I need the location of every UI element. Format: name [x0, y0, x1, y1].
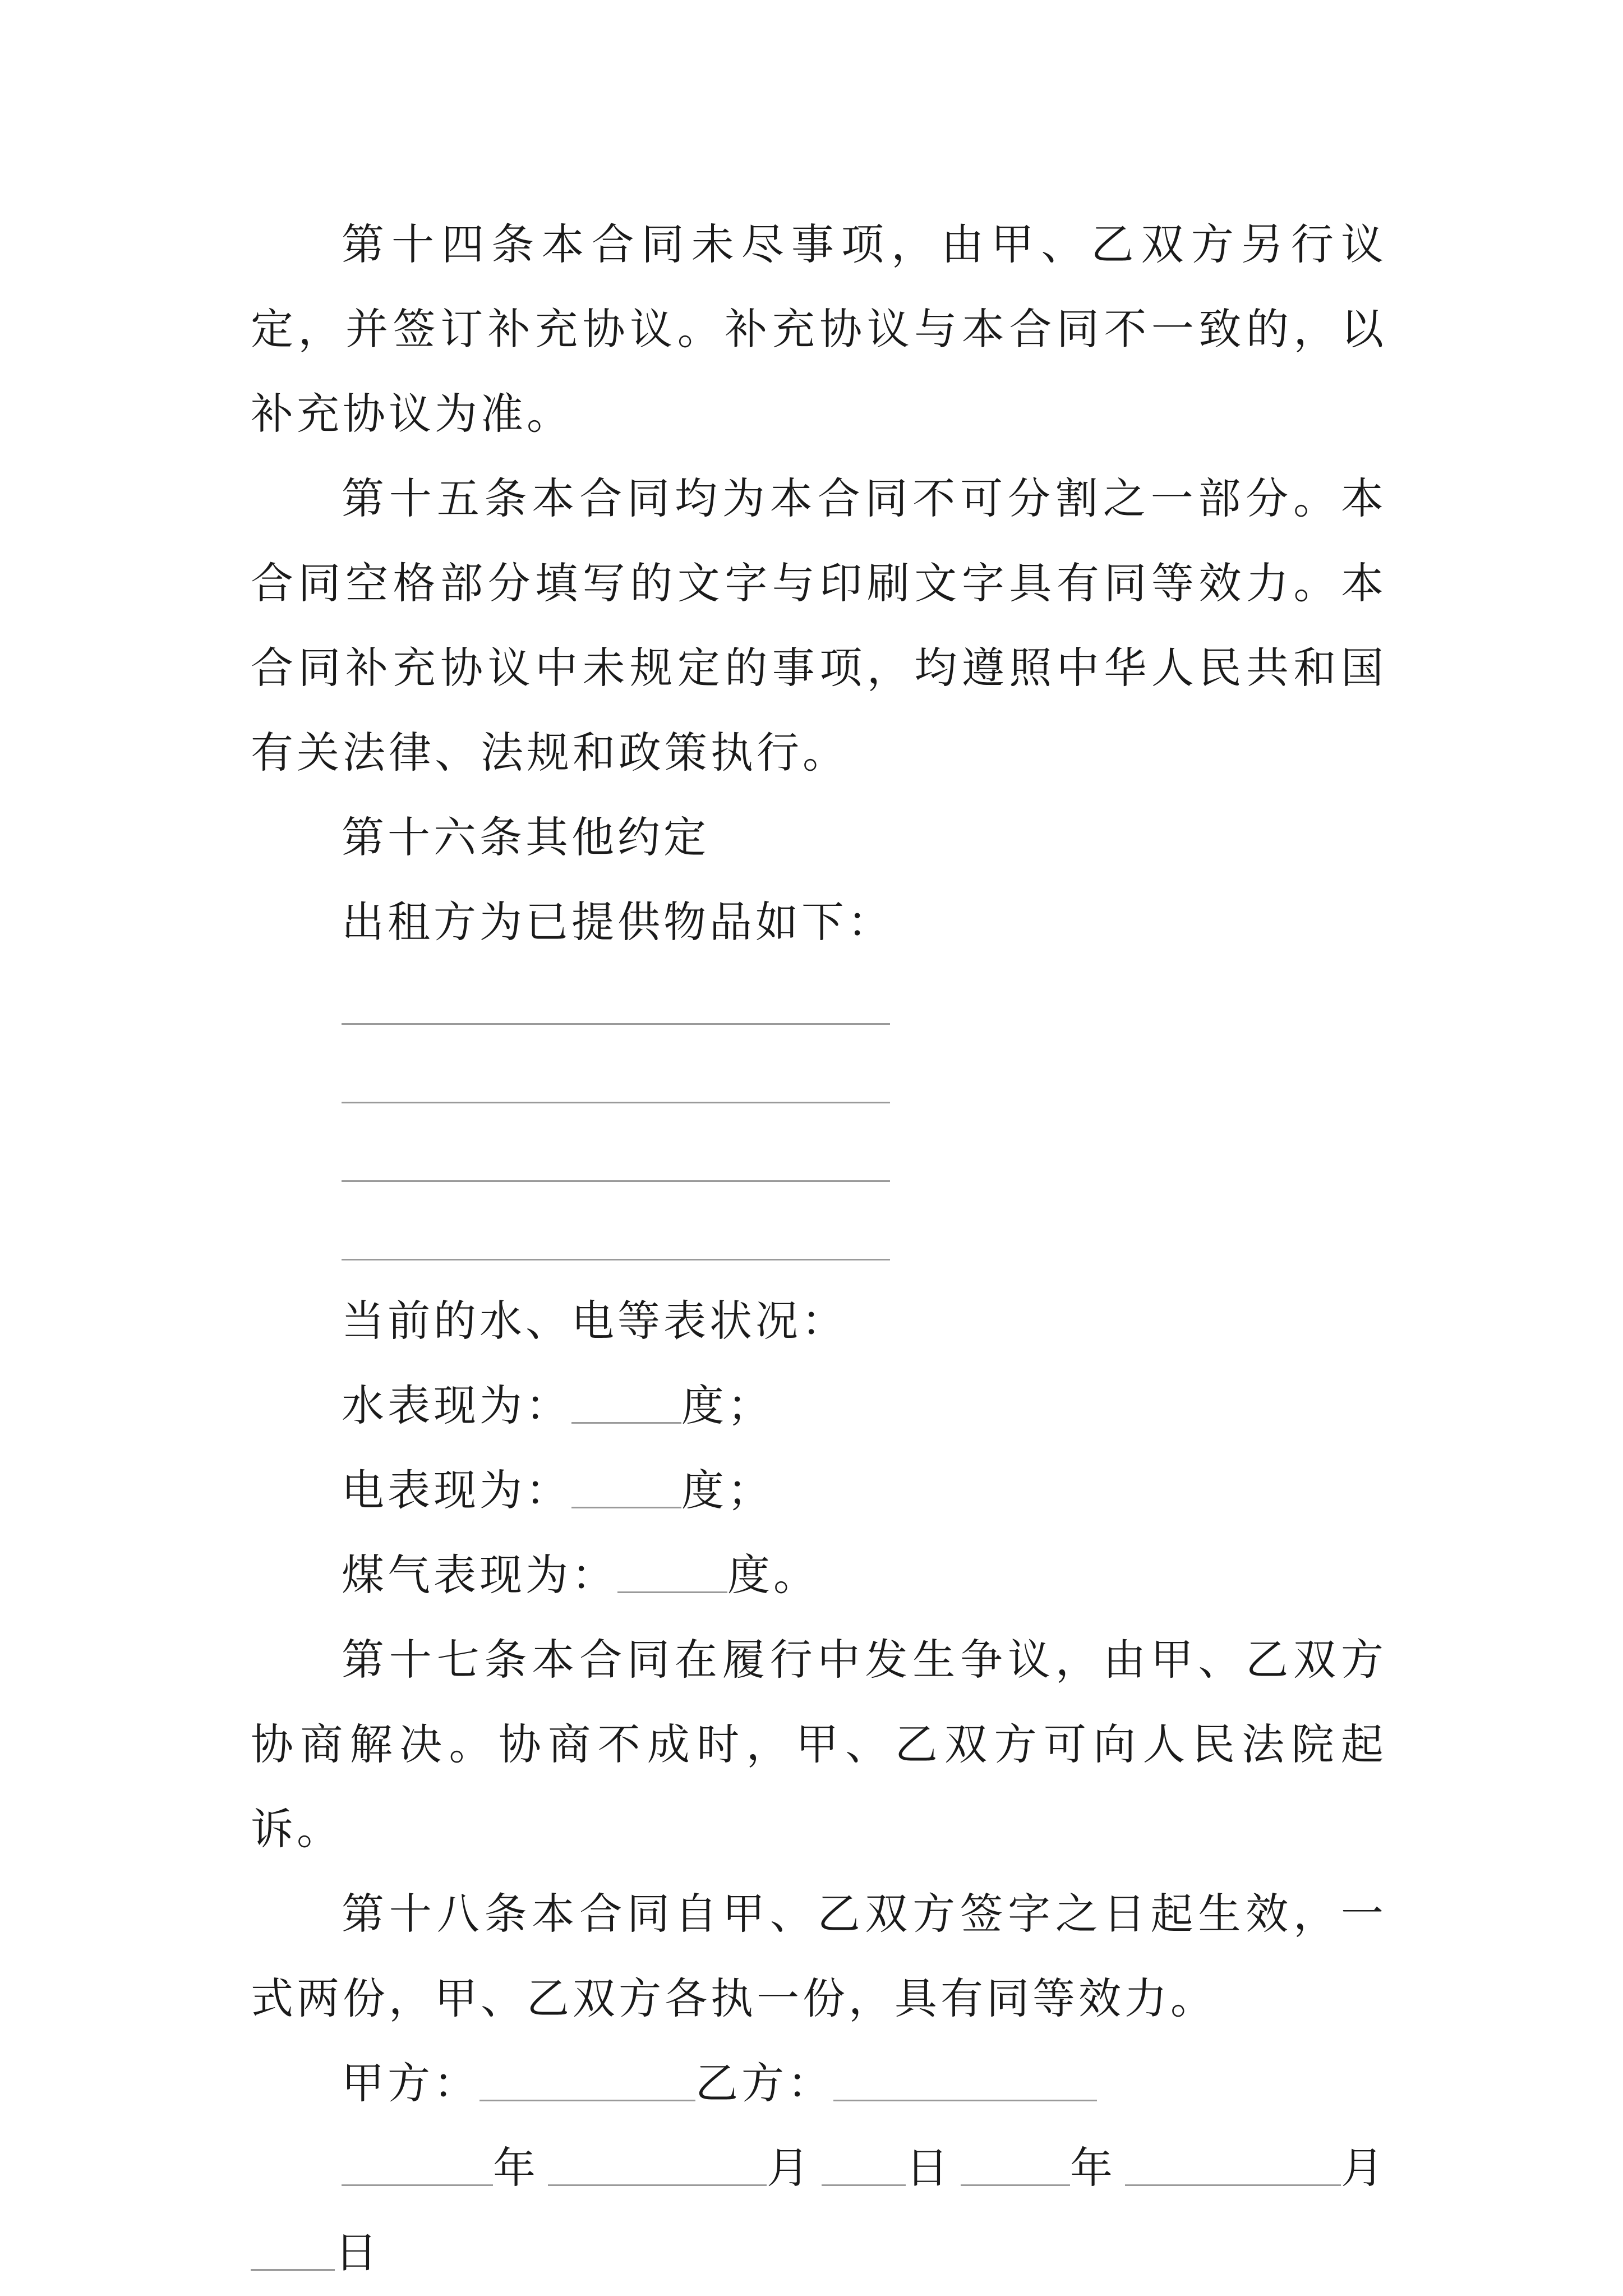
signature-dates: [251, 2125, 1387, 2295]
party-b-day-blank[interactable]: [251, 2235, 335, 2271]
party-a-month-blank[interactable]: [548, 2151, 767, 2186]
party-b-month-blank[interactable]: [1125, 2151, 1341, 2186]
item-blank-2[interactable]: [251, 1043, 1387, 1121]
clause-17: 第十七条本合同在履行中发生争议，由甲、乙双方协商解决。协商不成时，甲、乙双方可向人民法院起诉。: [251, 1635, 1387, 1854]
water-meter-unit: 度；: [681, 1381, 773, 1430]
electric-meter-blank[interactable]: [571, 1473, 681, 1508]
water-meter-line: [251, 1363, 1387, 1448]
party-a-month-label: 月: [767, 2143, 813, 2193]
party-b-month-label: 月: [1341, 2143, 1387, 2193]
item-blank-3[interactable]: [251, 1121, 1387, 1200]
item-blank-4[interactable]: [251, 1200, 1387, 1278]
contract-page: [251, 202, 1387, 2295]
party-a-label: 甲方：: [342, 2058, 479, 2108]
clause-18: 第十八条本合同自甲、乙双方签字之日起生效，一式两份，甲、乙双方各执一份，具有同等效力。: [251, 1889, 1387, 2023]
items-intro: 出租方为已提供物品如下：: [342, 897, 893, 947]
clause-16-title: 第十六条其他约定: [342, 812, 709, 862]
signature-parties: [251, 2041, 1387, 2125]
electric-meter-line: [251, 1448, 1387, 1533]
clause-15: 第十五条本合同均为本合同不可分割之一部分。本合同空格部分填写的文字与印刷文字具有同等效力。本合同补充协议中未规定的事项，均遵照中华人民共和国有关法律、法规和政策执行。: [251, 473, 1387, 777]
party-a-day-blank[interactable]: [822, 2151, 906, 2186]
water-meter-blank[interactable]: [571, 1388, 681, 1424]
party-b-label: 乙方：: [695, 2058, 833, 2108]
electric-meter-label: 电表现为：: [342, 1465, 571, 1515]
meter-intro: 当前的水、电等表状况：: [342, 1296, 847, 1346]
gas-meter-unit: 度。: [727, 1550, 819, 1600]
party-a-year-blank[interactable]: [342, 2151, 493, 2186]
gas-meter-label: 煤气表现为：: [342, 1550, 617, 1600]
clause-14: 第十四条本合同未尽事项，由甲、乙双方另行议定，并签订补充协议。补充协议与本合同不一致的，以补充协议为准。: [251, 219, 1387, 439]
party-b-year-blank[interactable]: [961, 2151, 1070, 2186]
party-a-blank[interactable]: [479, 2066, 695, 2101]
party-a-day-label: 日: [906, 2143, 952, 2193]
gas-meter-blank[interactable]: [617, 1558, 727, 1593]
water-meter-label: 水表现为：: [342, 1381, 571, 1430]
party-a-year-label: 年: [493, 2143, 539, 2193]
item-blank-1[interactable]: [251, 964, 1387, 1043]
party-b-day-label: 日: [335, 2228, 381, 2277]
gas-meter-line: [251, 1533, 1387, 1617]
party-b-blank[interactable]: [833, 2066, 1097, 2101]
electric-meter-unit: 度；: [681, 1465, 773, 1515]
party-b-year-label: 年: [1070, 2143, 1116, 2193]
